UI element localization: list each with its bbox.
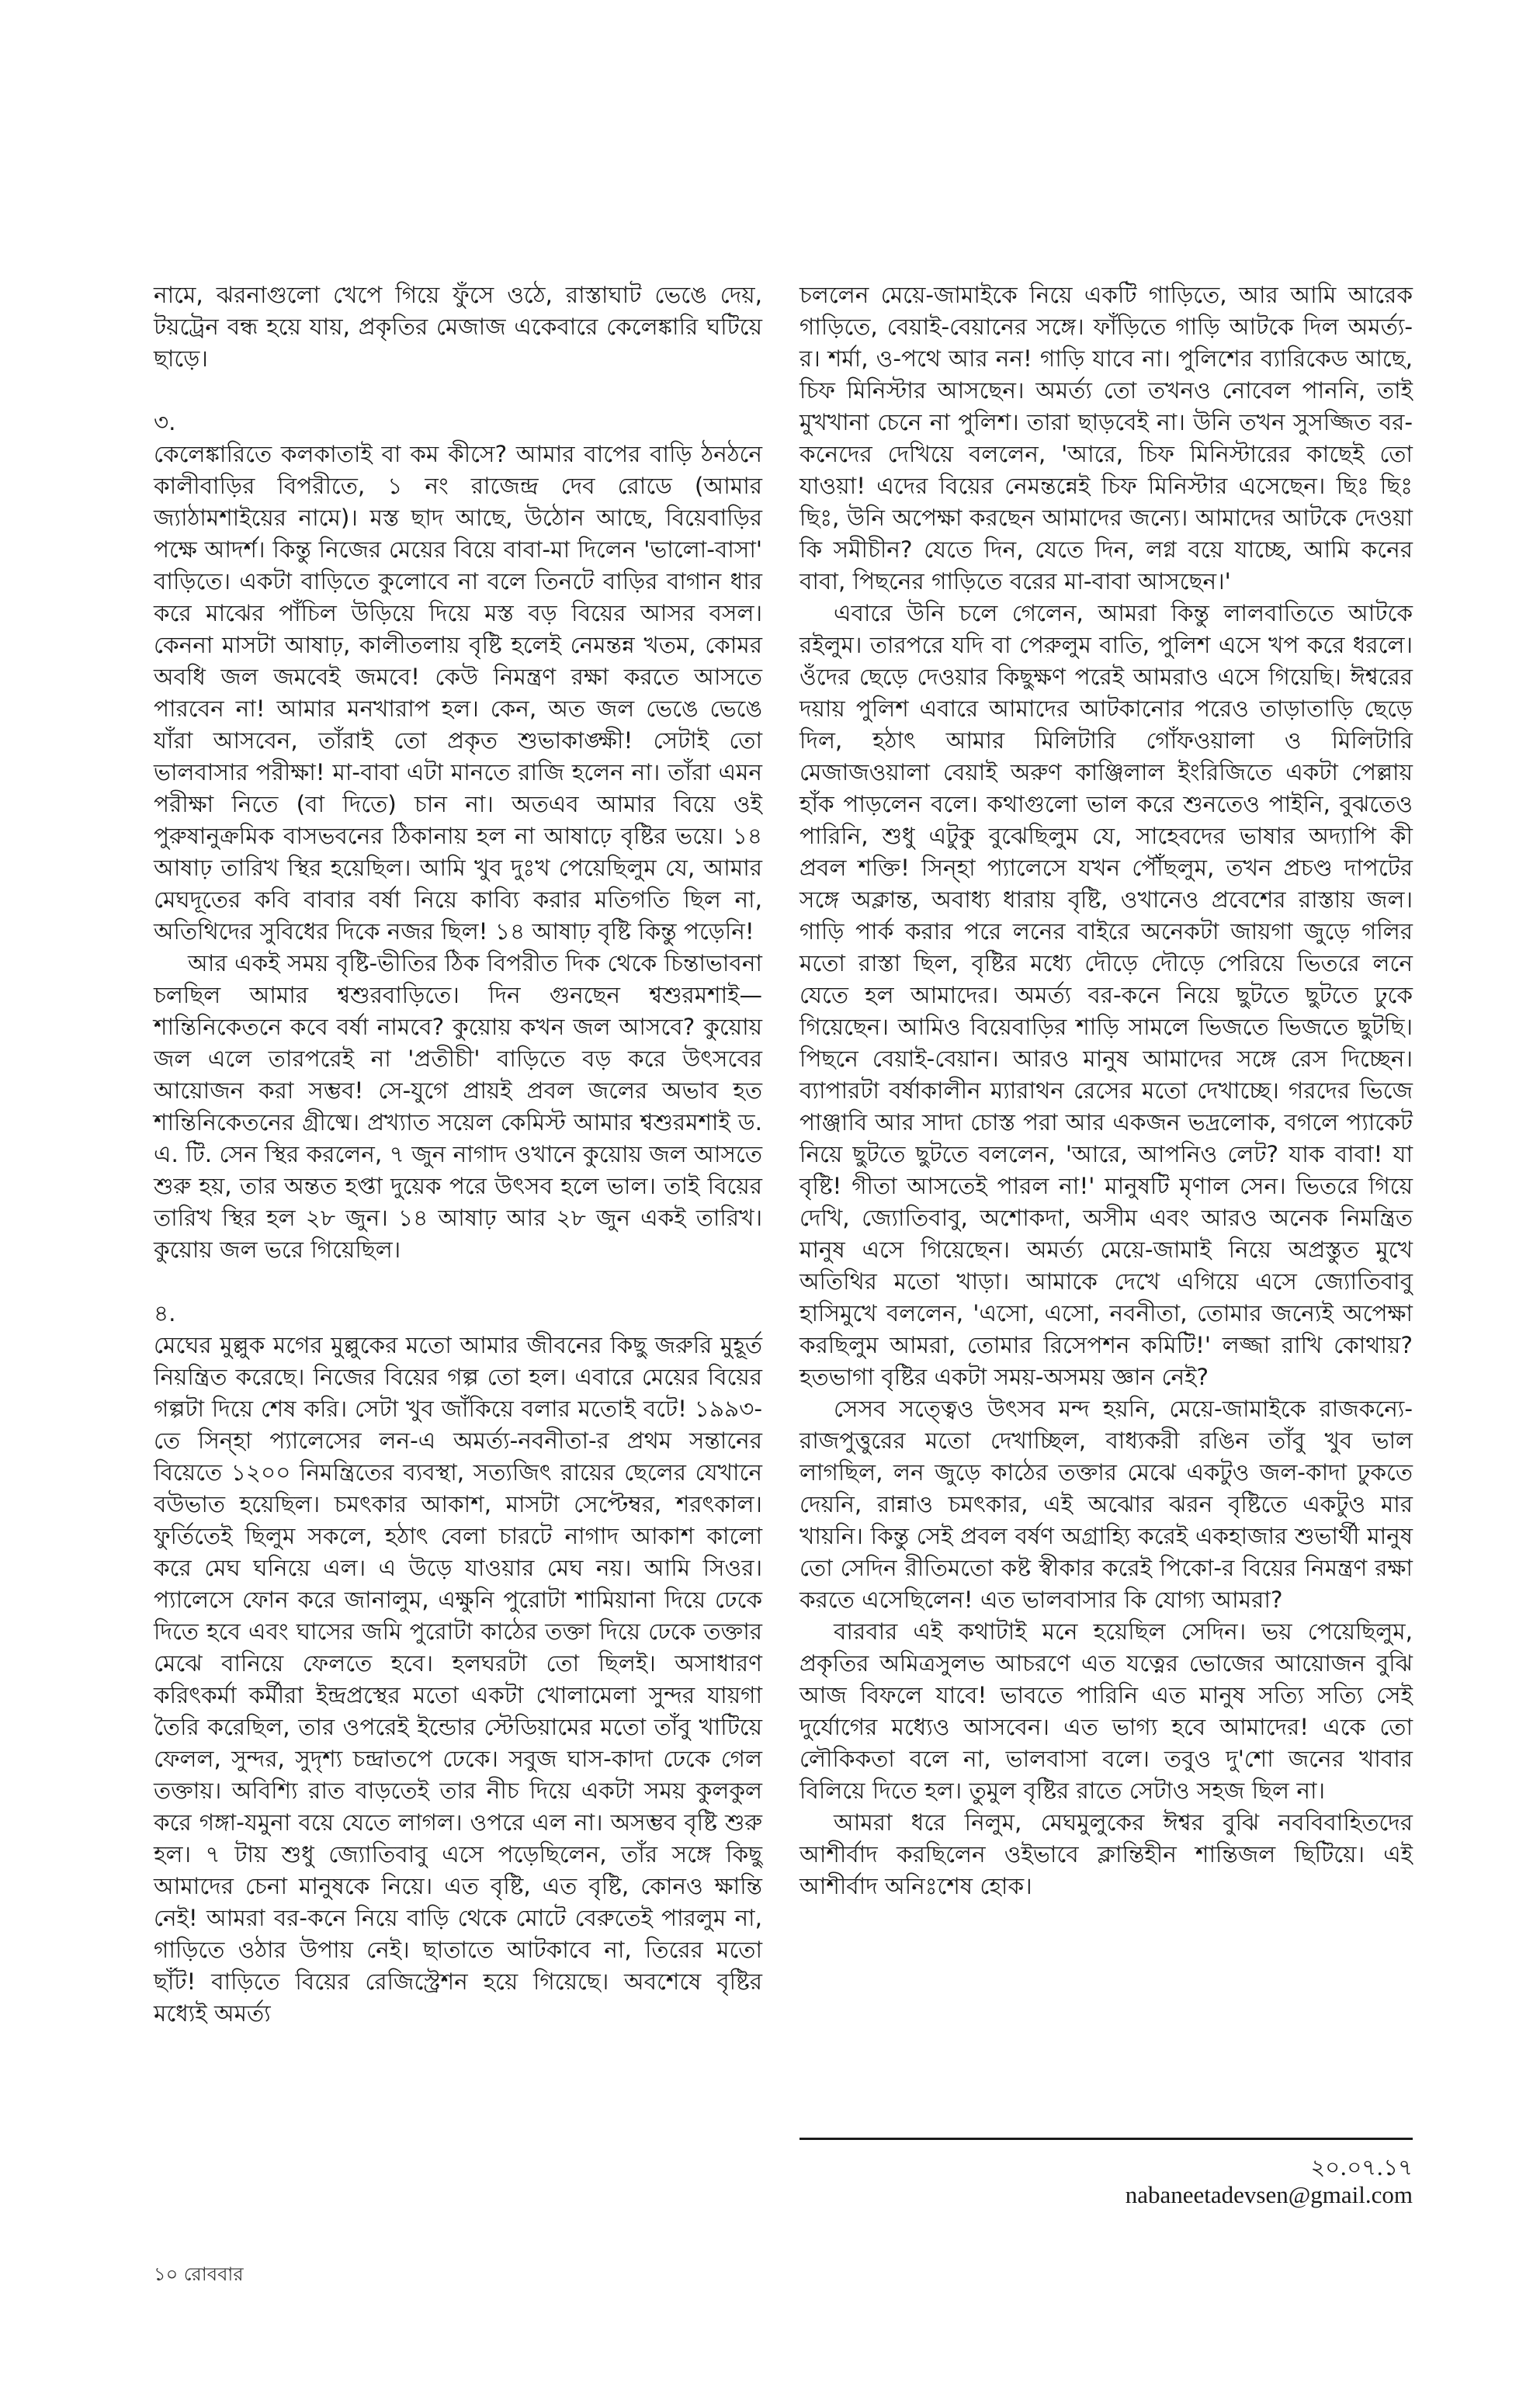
- right-paragraph-4: বারবার এই কথাটাই মনে হয়েছিল সেদিন। ভয় পেয়েছিলুম, প্রকৃতির অমিত্রসুলভ আচরণে এত যত্নের ভোজের আয়োজন বুঝি আজ বিফলে যাবে! ভাবতে পারিনি এত মানুষ সত্যি সত্যি সেই দুর্যোগের মধ্যেও আসবেন। এত ভাগ্য হবে আমাদের! একে তো লৌকিকতা বলে না, ভালবাসা বলে। তবুও দু'শো জনের খাবার বিলিয়ে দিতে হল। তুমুল বৃষ্টির রাতে সেটাও সহজ ছিল না।: [799, 1618, 1413, 1804]
- right-paragraph-5: আমরা ধরে নিলুম, মেঘমুলুকের ঈশ্বর বুঝি নববিবাহিতদের আশীর্বাদ করছিলেন ওইভাবে ক্লান্তিহীন শান্তিজল ছিটিয়ে। এই আশীর্বাদ অনিঃশেষ হোক।: [799, 1809, 1413, 1899]
- right-paragraph-1: চললেন মেয়ে-জামাইকে নিয়ে একটি গাড়িতে, আর আমি আরেক গাড়িতে, বেয়াই-বেয়ানের সঙ্গে। ফাঁড়িতে গাড়ি আটকে দিল অমর্ত্য-র। শর্মা, ও-পথে আর নন! গাড়ি যাবে না। পুলিশের ব্যারিকেড আছে, চিফ মিনিস্টার আসছেন। অমর্ত্য তো তখনও নোবেল পাননি, তাই মুখখানা চেনে না পুলিশ। তারা ছাড়বেই না। উনি তখন সুসজ্জিত বর-কনেদের দেখিয়ে বললেন, 'আরে, চিফ মিনিস্টারের কাছেই তো যাওয়া! এদের বিয়ের নেমন্তন্নেই চিফ মিনিস্টার এসেছেন। ছিঃ ছিঃ ছিঃ, উনি অপেক্ষা করছেন আমাদের জন্যে। আমাদের আটকে দেওয়া কি সমীচীন? যেতে দিন, যেতে দিন, লগ্ন বয়ে যাচ্ছে, আমি কনের বাবা, পিছনের গাড়িতে বরের মা-বাবা আসছেন।': [799, 282, 1413, 595]
- author-email: nabaneetadevsen@gmail.com: [1125, 2181, 1413, 2208]
- section-4-number: ৪.: [154, 1300, 176, 1327]
- right-column: [799, 279, 1413, 1902]
- section-4-paragraph-1: মেঘের মুল্লুক মগের মুল্লুকের মতো আমার জীবনের কিছু জরুরি মুহূর্ত নিয়ন্ত্রিত করেছে। নিজের বিয়ের গল্প তো হল। এবারে মেয়ের বিয়ের গল্পটা দিয়ে শেষ করি। সেটা খুব জাঁকিয়ে বলার মতোই বটে! ১৯৯৩-তে সিন্হা প্যালেসের লন-এ অমর্ত্য-নবনীতা-র প্রথম সন্তানের বিয়েতে ১২০০ নিমন্ত্রিতের ব্যবস্থা, সত্যজিৎ রায়ের ছেলের যেখানে বউভাত হয়েছিল। চমৎকার আকাশ, মাসটা সেপ্টেম্বর, শরৎকাল। ফুর্তিতেই ছিলুম সকলে, হঠাৎ বেলা চারটে নাগাদ আকাশ কালো করে মেঘ ঘনিয়ে এল। এ উড়ে যাওয়ার মেঘ নয়। আমি সিওর। প্যালেসে ফোন করে জানালুম, এক্ষুনি পুরোটা শামিয়ানা দিয়ে ঢেকে দিতে হবে এবং ঘাসের জমি পুরোটা কাঠের তক্তা দিয়ে ঢেকে তক্তার মেঝে বানিয়ে ফেলতে হবে। হলঘরটা তো ছিলই। অসাধারণ করিৎকর্মা কর্মীরা ইন্দ্রপ্রস্থের মতো একটা খোলামেলা সুন্দর যায়গা তৈরি করেছিল, তার ওপরেই ইন্ডোর স্টেডিয়ামের মতো তাঁবু খাটিয়ে ফেলল, সুন্দর, সুদৃশ্য চন্দ্রাতপে ঢেকে। সবুজ ঘাস-কাদা ঢেকে গেল তক্তায়। অবিশ্যি রাত বাড়তেই তার নীচ দিয়ে একটা সময় কুলকুল করে গঙ্গা-যমুনা বয়ে যেতে লাগল। ওপরে এল না। অসম্ভব বৃষ্টি শুরু হল। ৭ টায় শুধু জ্যোতিবাবু এসে পড়েছিলেন, তাঁর সঙ্গে কিছু আমাদের চেনা মানুষকে নিয়ে। এত বৃষ্টি, এত বৃষ্টি, কোনও ক্ষান্তি নেই! আমরা বর-কনে নিয়ে বাড়ি থেকে মোটে বেরুতেই পারলুম না, গাড়িতে ওঠার উপায় নেই। ছাতাতে আটকাবে না, তিরের মতো ছাঁট! বাড়িতে বিয়ের রেজিস্ট্রেশন হয়ে গিয়েছে। অবশেষে বৃষ্টির মধ্যেই অমর্ত্য: [154, 1332, 762, 2027]
- left-column: [154, 279, 762, 2030]
- section-3-number: ৩.: [154, 409, 176, 435]
- right-paragraph-2: এবারে উনি চলে গেলেন, আমরা কিন্তু লালবাতিতে আটকে রইলুম। তারপরে যদি বা পেরুলুম বাতি, পুলিশ এসে খপ করে ধরলে। ওঁদের ছেড়ে দেওয়ার কিছুক্ষণ পরেই আমরাও এসে গিয়েছি। ঈশ্বরের দয়ায় পুলিশ এবারে আমাদের আটকানোর পরেও তাড়াতাড়ি ছেড়ে দিল, হঠাৎ আমার মিলিটারি গোঁফওয়ালা ও মিলিটারি মেজাজওয়ালা বেয়াই অরুণ কাঞ্জিলাল ইংরিজিতে একটা পেল্লায় হাঁক পাড়লেন বলে। কথাগুলো ভাল করে শুনতেও পাইনি, বুঝতেও পারিনি, শুধু এটুকু বুঝেছিলুম যে, সাহেবদের ভাষার অদ্যাপি কী প্রবল শক্তি! সিন্হা প্যালেসে যখন পৌঁছলুম, তখন প্রচণ্ড দাপটের সঙ্গে অক্লান্ত, অবাধ্য ধারায় বৃষ্টি, ওখানেও প্রবেশের রাস্তায় জল। গাড়ি পার্ক করার পরে লনের বাইরে অনেকটা জায়গা জুড়ে গলির মতো রাস্তা ছিল, বৃষ্টির মধ্যে দৌড়ে দৌড়ে পেরিয়ে ভিতরে লনে যেতে হল আমাদের। অমর্ত্য বর-কনে নিয়ে ছুটতে ছুটতে ঢুকে গিয়েছেন। আমিও বিয়েবাড়ির শাড়ি সামলে ভিজতে ভিজতে ছুটছি। পিছনে বেয়াই-বেয়ান। আরও মানুষ আমাদের সঙ্গে রেস দিচ্ছেন। ব্যাপারটা বর্ষাকালীন ম্যারাথন রেসের মতো দেখাচ্ছে। গরদের ভিজে পাঞ্জাবি আর সাদা চোস্ত পরা আর একজন ভদ্রলোক, বগলে প্যাকেট নিয়ে ছুটতে ছুটতে বললেন, 'আরে, আপনিও লেট? যাক বাবা! যা বৃষ্টি! গীতা আসতেই পারল না!' মানুষটি মৃণাল সেন। ভিতরে গিয়ে দেখি, জ্যোতিবাবু, অশোকদা, অসীম এবং আরও অনেক নিমন্ত্রিত মানুষ এসে গিয়েছেন। অমর্ত্য মেয়ে-জামাই নিয়ে অপ্রস্তুত মুখে অতিথির মতো খাড়া। আমাকে দেখে এগিয়ে এসে জ্যোতিবাবু হাসিমুখে বললেন, 'এসো, এসো, নবনীতা, তোমার জন্যেই অপেক্ষা করছিলুম আমরা, তোমার রিসেপশন কমিটি!' লজ্জা রাখি কোথায়? হতভাগা বৃষ্টির একটা সময়-অসময় জ্ঞান নেই?: [799, 600, 1413, 1390]
- intro-paragraph: নামে, ঝরনাগুলো খেপে গিয়ে ফুঁসে ওঠে, রাস্তাঘাট ভেঙে দেয়, টয়ট্রেন বন্ধ হয়ে যায়, প্রকৃতির মেজাজ একেবারে কেলেঙ্কারি ঘটিয়ে ছাড়ে।: [154, 282, 762, 372]
- signoff-divider: [799, 2138, 1413, 2140]
- section-3-paragraph-2: আর একই সময় বৃষ্টি-ভীতির ঠিক বিপরীত দিক থেকে চিন্তাভাবনা চলছিল আমার শ্বশুরবাড়িতে। দিন গুনছেন শ্বশুরমশাই— শান্তিনিকেতনে কবে বর্ষা নামবে? কুয়োয় কখন জল আসবে? কুয়োয় জল এলে তারপরেই না 'প্রতীচী' বাড়িতে বড় করে উৎসবের আয়োজন করা সম্ভব! সে-যুগে প্রায়ই প্রবল জলের অভাব হত শান্তিনিকেতনের গ্রীষ্মে। প্রখ্যাত সয়েল কেমিস্ট আমার শ্বশুরমশাই ড. এ. টি. সেন স্থির করলেন, ৭ জুন নাগাদ ওখানে কুয়োয় জল আসতে শুরু হয়, তার অন্তত হপ্তা দুয়েক পরে উৎসব হলে ভাল। তাই বিয়ের তারিখ স্থির হল ২৮ জুন। ১৪ আষাঢ় আর ২৮ জুন একই তারিখ। কুয়োয় জল ভরে গিয়েছিল।: [154, 950, 762, 1263]
- right-paragraph-3: সেসব সত্ত্বেও উৎসব মন্দ হয়নি, মেয়ে-জামাইকে রাজকন্যে-রাজপুত্তুরের মতো দেখাচ্ছিল, বাধ্যকরী রঙিন তাঁবু খুব ভাল লাগছিল, লন জুড়ে কাঠের তক্তার মেঝে একটুও জল-কাদা ঢুকতে দেয়নি, রান্নাও চমৎকার, এই অঝোর ঝরন বৃষ্টিতে একটুও মার খায়নি। কিন্তু সেই প্রবল বর্ষণ অগ্রাহ্যি করেই একহাজার শুভার্থী মানুষ তো সেদিন রীতিমতো কষ্ট স্বীকার করেই পিকো-র বিয়ের নিমন্ত্রণ রক্ষা করতে এসেছিলেন! এত ভালবাসার কি যোগ্য আমরা?: [799, 1396, 1413, 1613]
- article-date: ২০.০৭.১৭: [1310, 2154, 1413, 2180]
- page-footer: ১০ রোববার: [154, 2263, 244, 2285]
- section-3-paragraph-1: কেলেঙ্কারিতে কলকাতাই বা কম কীসে? আমার বাপের বাড়ি ঠনঠনে কালীবাড়ির বিপরীতে, ১ নং রাজেন্দ্র দেব রোডে (আমার জ্যাঠামশাইয়ের নামে)। মস্ত ছাদ আছে, উঠোন আছে, বিয়েবাড়ির পক্ষে আদর্শ। কিন্তু নিজের মেয়ের বিয়ে বাবা-মা দিলেন 'ভালো-বাসা' বাড়িতে। একটা বাড়িতে কুলোবে না বলে তিনটে বাড়ির বাগান ধার করে মাঝের পাঁচিল উড়িয়ে দিয়ে মস্ত বড় বিয়ের আসর বসল। কেননা মাসটা আষাঢ়, কালীতলায় বৃষ্টি হলেই নেমন্তন্ন খতম, কোমর অবধি জল জমবেই জমবে! কেউ নিমন্ত্রণ রক্ষা করতে আসতে পারবেন না! আমার মনখারাপ হল। কেন, অত জল ভেঙে ভেঙে যাঁরা আসবেন, তাঁরাই তো প্রকৃত শুভাকাঙ্ক্ষী! সেটাই তো ভালবাসার পরীক্ষা! মা-বাবা এটা মানতে রাজি হলেন না। তাঁরা এমন পরীক্ষা নিতে (বা দিতে) চান না। অতএব আমার বিয়ে ওই পুরুষানুক্রমিক বাসভবনের ঠিকানায় হল না আষাঢ়ে বৃষ্টির ভয়ে। ১৪ আষাঢ় তারিখ স্থির হয়েছিল। আমি খুব দুঃখ পেয়েছিলুম যে, আমার মেঘদূতের কবি বাবার বর্ষা নিয়ে কাব্যি করার মতিগতি ছিল না, অতিথিদের সুবিধের দিকে নজর ছিল! ১৪ আষাঢ় বৃষ্টি কিন্তু পড়েনি!: [154, 441, 762, 945]
